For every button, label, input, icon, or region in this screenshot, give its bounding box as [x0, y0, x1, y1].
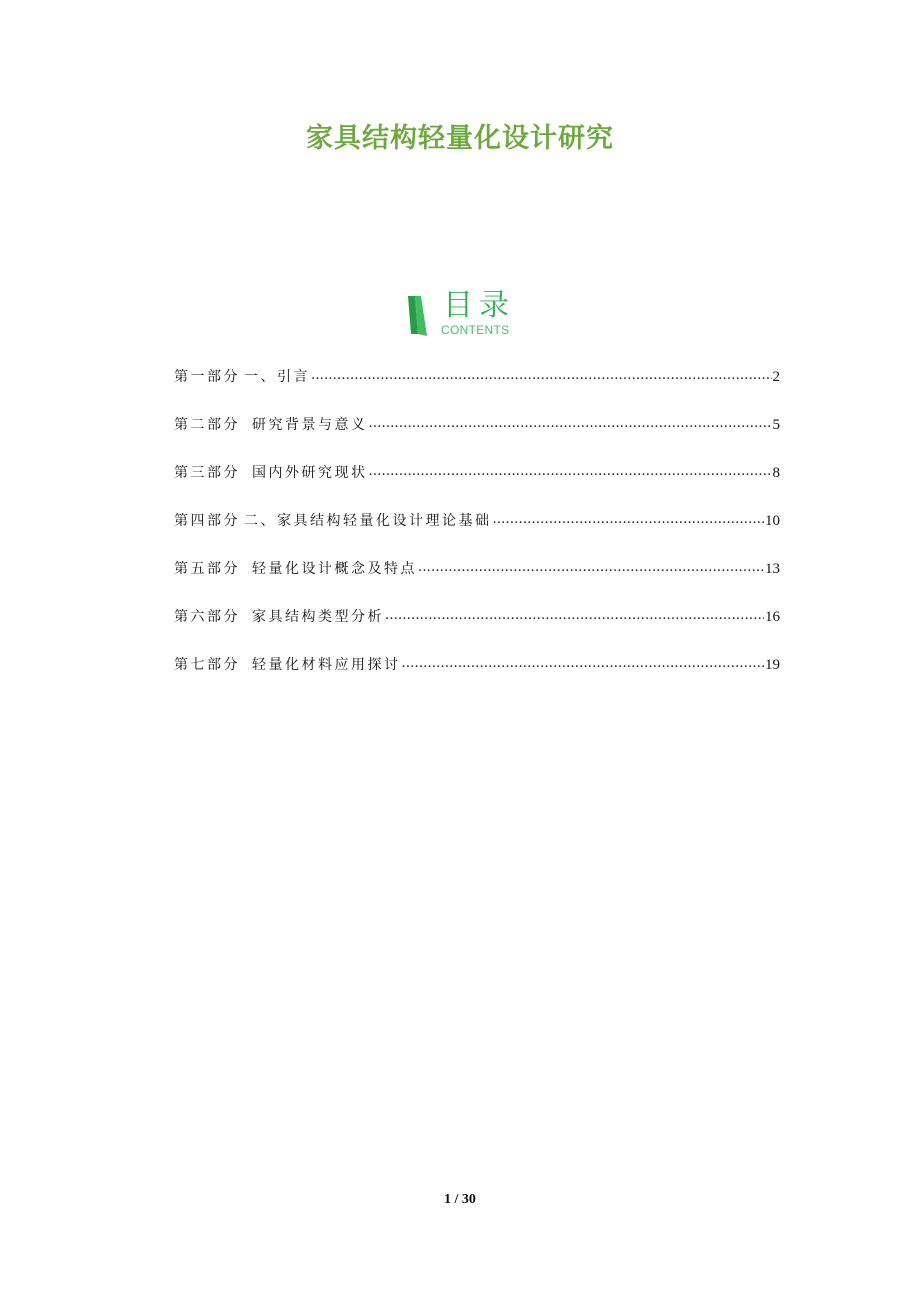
toc-entry-text: 国内外研究现状	[252, 465, 368, 481]
toc-entry-page: 10	[765, 513, 780, 529]
toc-entry-text: 一、引言	[244, 369, 310, 385]
toc-entry-part: 第七部分	[174, 657, 240, 673]
toc-dot-leader	[493, 509, 765, 530]
toc-entry[interactable]	[174, 655, 780, 703]
toc-entry-text: 轻量化设计概念及特点	[252, 561, 417, 577]
toc-entry[interactable]	[174, 559, 780, 607]
toc-entry-part: 第五部分	[174, 561, 240, 577]
toc-entry-page: 2	[772, 369, 780, 385]
toc-dot-leader	[418, 557, 764, 578]
toc-dot-leader	[402, 653, 765, 674]
toc-entry[interactable]	[174, 463, 780, 511]
toc-entry[interactable]	[174, 607, 780, 655]
page-number: 1 / 30	[444, 1192, 476, 1207]
toc-entry-text: 研究背景与意义	[252, 417, 368, 433]
toc-entry-part: 第一部分	[174, 369, 240, 385]
toc-subheading: CONTENTS	[441, 323, 510, 337]
toc-entry-part: 第二部分	[174, 417, 240, 433]
toc-entry[interactable]	[174, 367, 780, 415]
toc-entry-part: 第六部分	[174, 609, 240, 625]
toc-entry-text: 家具结构类型分析	[252, 609, 384, 625]
toc-dot-leader	[369, 461, 772, 482]
toc-entry-page: 16	[765, 609, 780, 625]
toc-entry-page: 8	[772, 465, 780, 481]
toc-heading: 目录	[443, 288, 515, 323]
toc-entry[interactable]	[174, 415, 780, 463]
toc-bookmark-icon	[405, 294, 437, 338]
toc-entry-part: 第三部分	[174, 465, 240, 481]
toc-entry-text: 轻量化材料应用探讨	[252, 657, 401, 673]
toc-entry-part: 第四部分	[174, 513, 240, 529]
toc-list	[174, 367, 780, 703]
toc-entry[interactable]	[174, 511, 780, 559]
toc-entry-page: 5	[772, 417, 780, 433]
toc-entry-page: 13	[765, 561, 780, 577]
document-title: 家具结构轻量化设计研究	[306, 123, 614, 154]
toc-entry-page: 19	[765, 657, 780, 673]
toc-entry-text: 二、家具结构轻量化设计理论基础	[244, 513, 492, 529]
toc-dot-leader	[369, 413, 772, 434]
toc-header	[405, 288, 525, 342]
toc-dot-leader	[385, 605, 764, 626]
toc-dot-leader	[311, 365, 772, 386]
